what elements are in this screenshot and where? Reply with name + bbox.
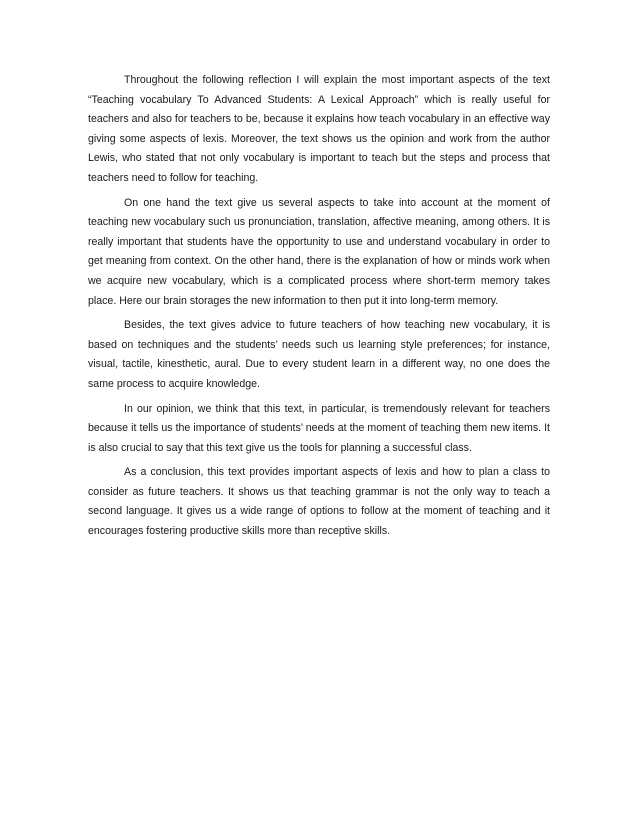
paragraph-vocabulary-aspects: On one hand the text give us several aspects to take into account at the moment of teaching new vocabulary such us pronunciation, translation, affective meaning, among others. It is really important that students have the opportunity to use and understand vocabulary in order to get meaning from context. On the other hand, there is the explanation of how or minds work when we acquire new vocabulary, which is a complicated process where short-term memory takes place. Here our brain storages the new information to then put it into long-term memory. [88,196,550,307]
document-body [88,71,550,547]
paragraph-introduction: Throughout the following reflection I will explain the most important aspects of the text “Teaching vocabulary To Advanced Students: A Lexical Approach” which is really useful for teachers and also for teachers to be, because it explains how teach vocabulary in an effective way giving some aspects of lexis. Moreover, the text shows us the opinion and work from the author Lewis, who stated that not only vocabulary is important to teach but the steps and process that teachers need to follow for teaching. [88,74,550,184]
paragraph-conclusion: As a conclusion, this text provides important aspects of lexis and how to plan a class to consider as future teachers. It shows us that teaching grammar is not the only way to teach a second language. It gives us a wide range of options to follow at the moment of teaching and it encourages fostering productive skills more than receptive skills. [88,466,550,538]
paragraph-opinion: In our opinion, we think that this text, in particular, is tremendously relevant for teachers because it tells us the importance of students’ needs at the moment of teaching them new items. It is also crucial to say that this text give us the tools for planning a successful class. [88,402,550,454]
paragraph-teacher-advice: Besides, the text gives advice to future teachers of how teaching new vocabulary, it is based on techniques and the students’ needs such us learning style preferences; for instance, visual, tactile, kinesthetic, aural. Due to every student learn in a different way, no one does the same process to acquire knowledge. [88,319,550,390]
